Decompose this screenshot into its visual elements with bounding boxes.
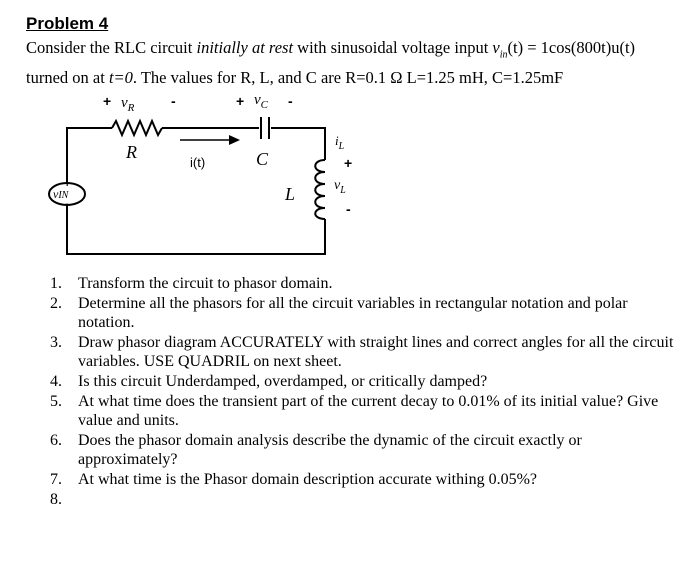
question-item	[44, 294, 674, 332]
statement-text: with sinusoidal voltage input	[293, 38, 493, 57]
question-text: At what time is the Phasor domain description accurate withing 0.05%?	[78, 471, 537, 488]
wire-top-left	[67, 128, 112, 184]
vl-label: $v_L$	[334, 178, 346, 196]
current-label: i(t)	[190, 155, 206, 170]
question-text: Draw phasor diagram ACCURATELY with straight lines and correct angles for all the circuit variables. USE QUADRIL on next sheet.	[78, 334, 674, 370]
question-number: 6.	[50, 432, 62, 449]
vl-plus-sign: +	[344, 155, 353, 171]
question-number: 5.	[50, 393, 62, 410]
question-text: Transform the circuit to phasor domain.	[78, 275, 333, 292]
wire-c-to-l	[271, 128, 325, 160]
problem-title: Problem 4	[26, 14, 109, 33]
question-item	[44, 274, 674, 293]
inductor-coil	[315, 160, 325, 219]
source-plus-sign: +	[64, 178, 71, 190]
statement-text: turned on at	[26, 68, 109, 88]
statement-text: . The values for R, L, and C are R=0.1 Ω L=1.25 mH, C=1.25mF	[132, 68, 564, 88]
inductor-label: L	[285, 184, 296, 204]
question-item	[44, 470, 674, 489]
question-number: 8.	[50, 491, 62, 508]
il-label: $i_L$	[335, 133, 345, 152]
question-item	[44, 372, 674, 391]
question-number: 7.	[50, 471, 62, 488]
equation-expression: (t) = 1cos(800t)u(t)	[507, 38, 636, 57]
question-number: 2.	[50, 295, 62, 312]
equation-symbol: v	[492, 38, 500, 57]
capacitor-label: C	[256, 149, 269, 169]
question-text: At what time does the transient part of the current decay to 0.01% of its initial value? Give value and units.	[78, 393, 659, 429]
question-item	[44, 431, 674, 469]
vr-label: $v_R$	[121, 95, 135, 114]
vc-plus-sign: +	[236, 93, 245, 109]
question-text: Does the phasor domain analysis describe the dynamic of the circuit exactly or approximately?	[78, 432, 582, 468]
wire-l-to-bottom	[67, 204, 325, 254]
question-text: Determine all the phasors for all the circuit variables in rectangular notation and polar notation.	[78, 295, 628, 331]
current-arrow-head	[229, 135, 240, 145]
question-list	[44, 274, 674, 508]
statement-emphasis: initially at rest	[196, 38, 294, 57]
vc-minus-sign: -	[288, 93, 293, 109]
vc-label: $v_C$	[254, 92, 269, 111]
question-text: Is this circuit Underdamped, overdamped, or critically damped?	[78, 373, 488, 390]
vl-minus-sign: -	[346, 201, 351, 217]
resistor-label: R	[126, 142, 137, 162]
question-number: 4.	[50, 373, 62, 390]
question-item	[44, 333, 674, 371]
source-label: vIN	[53, 187, 69, 201]
vr-plus-sign: +	[103, 93, 112, 109]
question-number: 1.	[50, 275, 62, 292]
resistor	[112, 121, 162, 135]
statement-emphasis: t=0	[108, 68, 133, 88]
source-minus-sign: -	[65, 198, 69, 210]
vr-minus-sign: -	[171, 93, 176, 109]
question-number: 3.	[50, 334, 62, 351]
question-item	[44, 392, 674, 430]
equation-subscript: in	[499, 49, 508, 61]
statement-text: Consider the RLC circuit	[26, 38, 197, 57]
rlc-circuit-diagram	[0, 0, 700, 273]
